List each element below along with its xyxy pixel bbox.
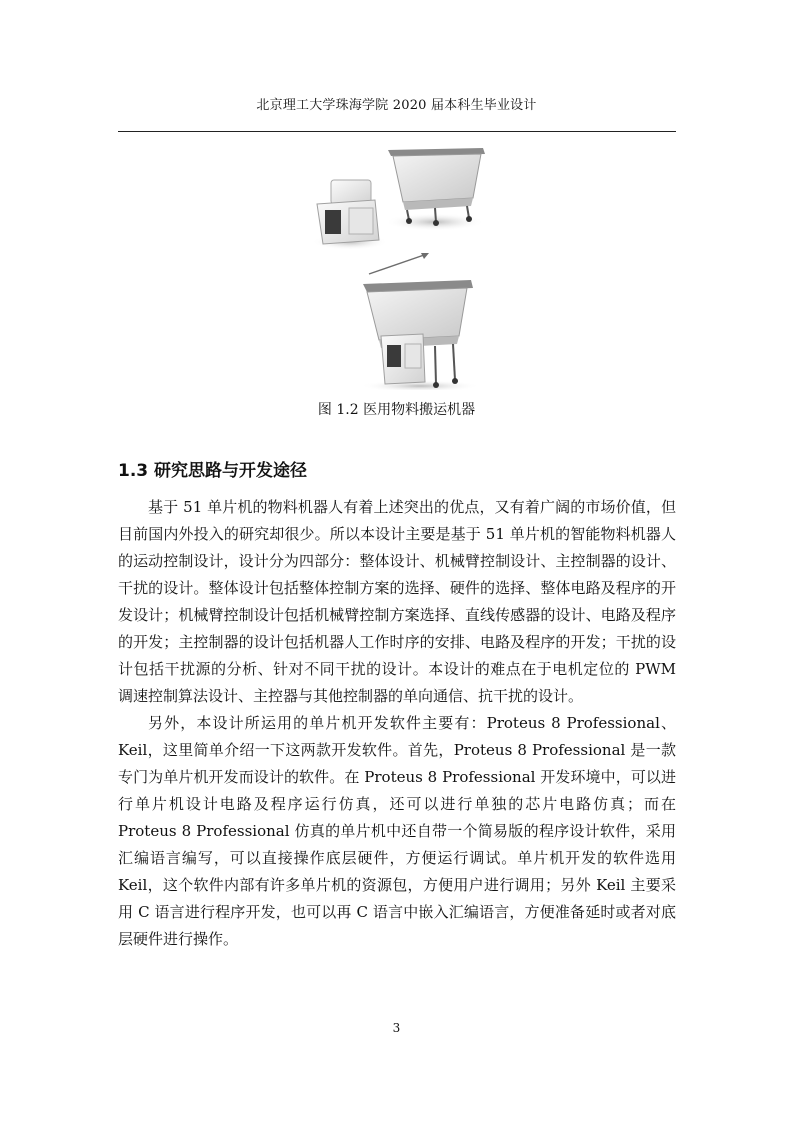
paragraph: 另外，本设计所运用的单片机开发软件主要有：Proteus 8 Professional、Keil，这里简单介绍一下这两款开发软件。首先，Proteus 8 Professional 是一款专门为单片机开发而设计的软件。在 Proteus 8 Professional 开发环境中，可以进行单片机设计电路及程序运行仿真，还可以进行单独的芯片电路仿真；而在 Proteus 8 Professional 仿真的单片机中还自带一个简易版的程序设计软件，采用汇编语言编写，可以直接操作底层硬件，方便运行调试。单片机开发的软件选用 Keil，这个软件内部有许多单片机的资源包，方便用户进行调用；另外 Keil 主要采用 C 语言进行程序开发，也可以再 C 语言中嵌入汇编语言，方便准备延时或者对底层硬件进行操作。 (118, 714, 676, 948)
page-number: 3 (392, 1021, 401, 1035)
figure-caption: 图 1.2 医用物料搬运机器 (317, 402, 476, 418)
robot-illustration (295, 140, 495, 390)
robot-with-cart (360, 280, 480, 390)
figure-medical-material-robot (295, 140, 495, 390)
page-header: 北京理工大学珠海学院 2020 届本科生毕业设计 (256, 98, 537, 113)
cart-top (385, 148, 485, 231)
section-heading: 1.3 研究思路与开发途径 (118, 461, 308, 481)
paragraph: 基于 51 单片机的物料机器人有着上述突出的优点，又有着广阔的市场价值，但目前国内外投入的研究却很少。所以本设计主要是基于 51 单片机的智能物料机器人的运动控制设计，设计分为四部分：整体设计、机械臂控制设计、主控制器的设计、干扰的设计。整体设计包括整体控制方案的选择、硬件的选择、整体电路及程序的开发设计；机械臂控制设计包括机械臂控制方案选择、直线传感器的设计、电路及程序的开发；主控制器的设计包括机器人工作时序的安排、电路及程序的开发；干扰的设计包括干扰源的分析、针对不同干扰的设计。本设计的难点在于电机定位的 PWM 调速控制算法设计、主控器与其他控制器的单向通信、抗干扰的设计。 (118, 498, 676, 705)
body-text (118, 494, 676, 953)
robot-left (312, 180, 388, 250)
transition-arrow (369, 253, 429, 274)
header-rule (118, 131, 676, 132)
